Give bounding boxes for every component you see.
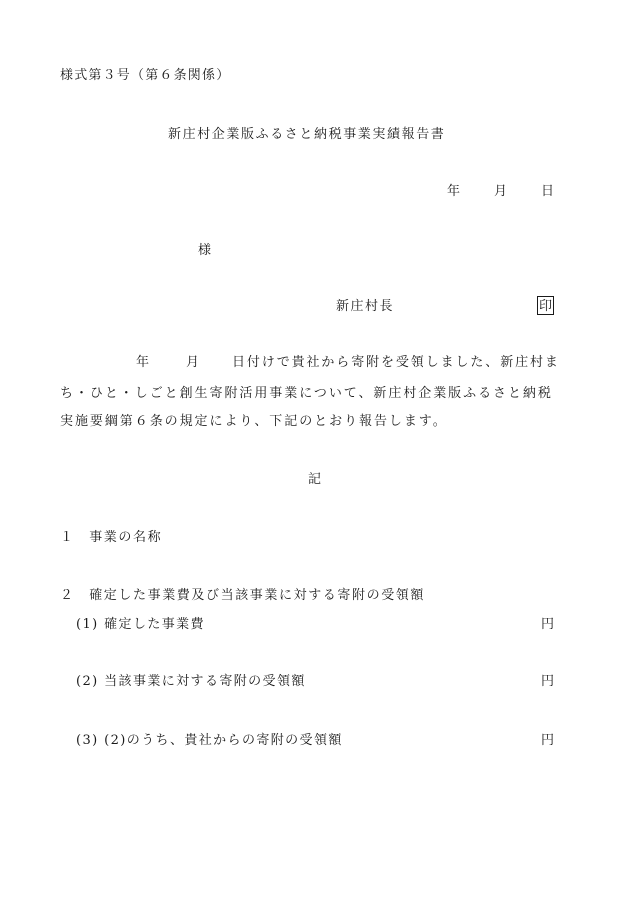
- body-text-line-1: 日付けで貴社から寄附を受領しました、新庄村ま: [232, 355, 560, 370]
- subitem-confirmed-cost: (1) 確定した事業費: [76, 617, 205, 632]
- body-year-label: 年: [136, 355, 151, 370]
- subitem-donation-received: (2) 当該事業に対する寄附の受領額: [76, 674, 306, 689]
- subitem-company-donation: (3) (2)のうち、貴社からの寄附の受領額: [76, 733, 343, 748]
- document-title: 新庄村企業版ふるさと納税事業実績報告書: [168, 127, 446, 142]
- date-day-label: 日: [541, 184, 556, 199]
- date-year-label: 年: [447, 184, 462, 199]
- item-confirmed-cost: ２ 確定した事業費及び当該事業に対する寄附の受領額: [60, 588, 426, 603]
- sender-name: 新庄村長: [336, 299, 395, 314]
- body-month-label: 月: [186, 355, 201, 370]
- body-text-line-2: ち・ひと・しごと創生寄附活用事業について、新庄村企業版ふるさと納税: [60, 386, 553, 401]
- subitem-donation-received-unit: 円: [541, 674, 556, 689]
- date-month-label: 月: [494, 184, 509, 199]
- ki-heading: 記: [308, 472, 323, 487]
- subitem-confirmed-cost-unit: 円: [541, 617, 556, 632]
- item-project-name: １ 事業の名称: [60, 530, 163, 545]
- subitem-company-donation-unit: 円: [541, 733, 556, 748]
- addressee-suffix: 様: [198, 243, 213, 258]
- seal-stamp: 印: [537, 296, 554, 315]
- body-text-line-3: 実施要綱第６条の規定により、下記のとおり報告します。: [60, 414, 448, 429]
- form-number: 様式第３号（第６条関係）: [60, 68, 231, 83]
